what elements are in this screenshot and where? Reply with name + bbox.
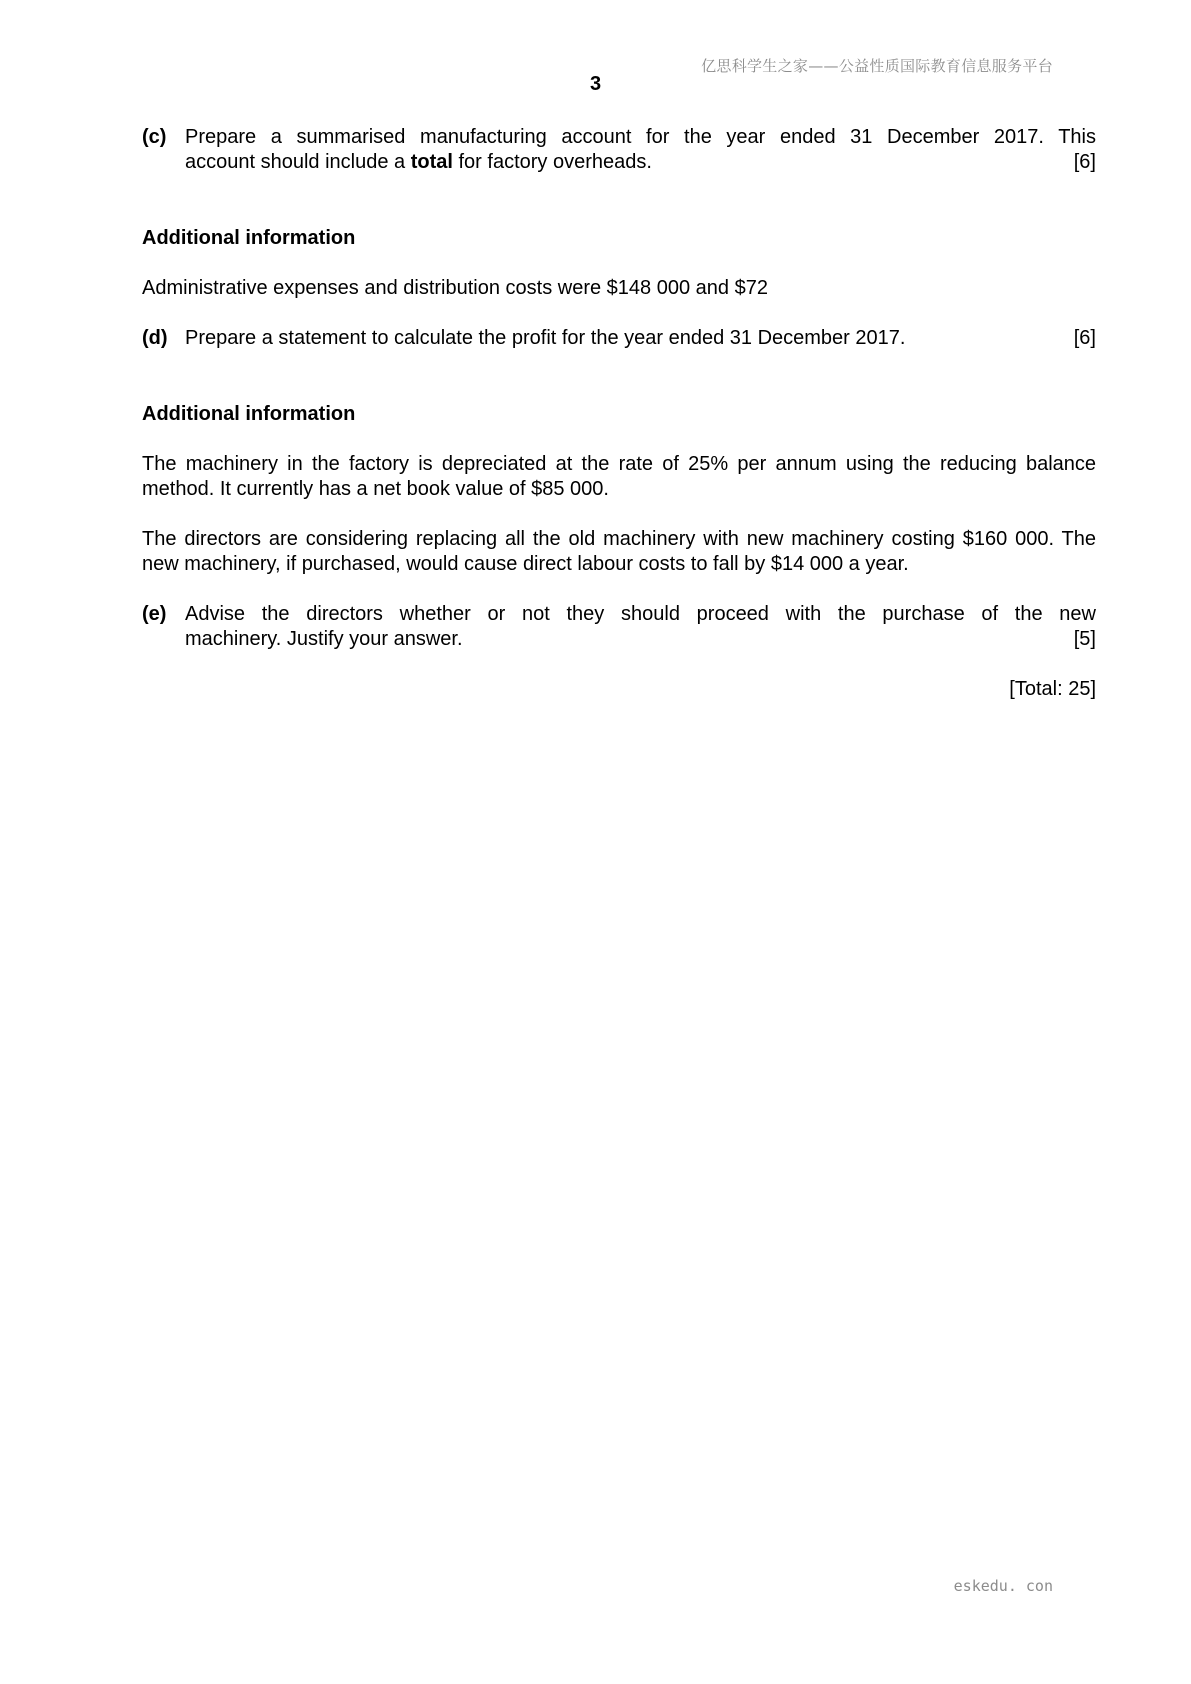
question-c-line2-post: for factory overheads. [452,151,652,173]
question-c-line2-text [185,150,652,175]
question-d-marks: [6] [1073,327,1096,349]
document-body [142,125,1096,702]
additional-info-heading-1: Additional information [142,227,356,249]
additional-info-heading-2: Additional information [142,403,356,425]
footer-watermark: eskedu. con [953,1577,1053,1595]
additional-info-text-1: Administrative expenses and distribution costs were $148 000 and $72 [142,277,768,299]
additional-info-para-1: The machinery in the factory is depreciated at the rate of 25% per annum using the reducing balance method. It currently has a net book value of $85 000. [142,453,1096,500]
question-e-body [185,602,1096,652]
page-number: 3 [589,73,602,95]
question-e-label: (e) [142,603,167,625]
question-c-body [185,125,1096,175]
question-c [142,125,1096,175]
question-d [142,326,1096,351]
question-c-line2 [185,150,1096,175]
question-c-line2-pre: account should include a [185,151,411,173]
question-e [142,602,1096,652]
question-c-label: (c) [142,126,167,148]
additional-info-para-2: The directors are considering replacing all the old machinery with new machinery costing $160 000. The new machinery, if purchased, would cause direct labour costs to fall by $14 000 a year. [142,528,1096,575]
question-d-body [185,326,1096,351]
question-e-line1: Advise the directors whether or not they should proceed with the purchase of the new [185,603,1096,625]
question-c-line1: Prepare a summarised manufacturing account for the year ended 31 December 2017. This [185,126,1096,148]
question-d-label: (d) [142,327,168,349]
question-c-bold-total: total [410,151,453,173]
header-watermark: 亿思科学生之家——公益性质国际教育信息服务平台 [701,57,1053,75]
question-e-marks: [5] [1073,628,1096,650]
question-e-line2 [185,627,1096,652]
question-e-line2-text: machinery. Justify your answer. [185,628,463,650]
question-d-text: Prepare a statement to calculate the profit for the year ended 31 December 2017. [185,327,906,349]
total-marks: [Total: 25] [1009,678,1096,700]
question-c-marks: [6] [1073,151,1096,173]
